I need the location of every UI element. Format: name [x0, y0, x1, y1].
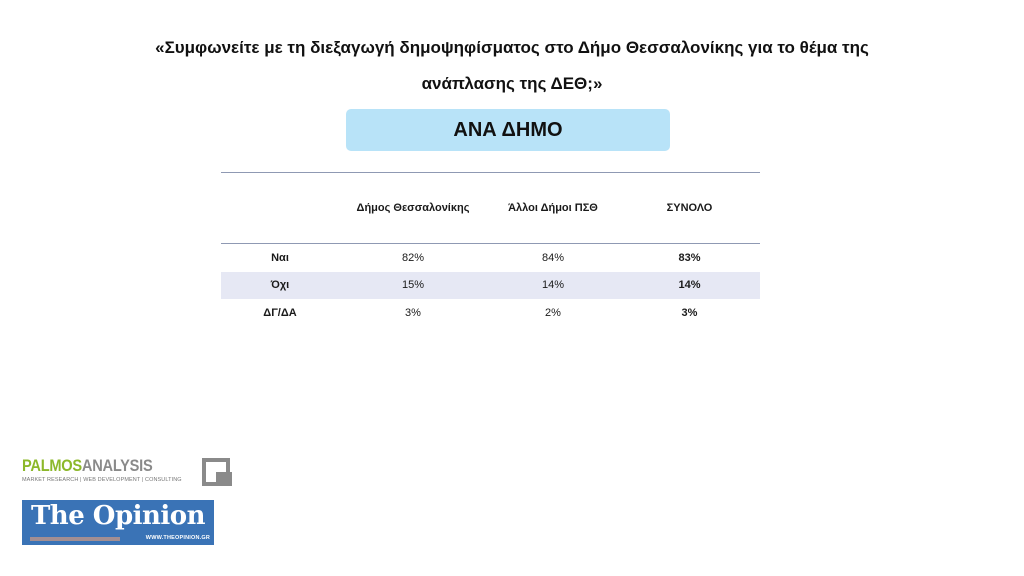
opinion-brand-name: The Opinion [30, 501, 206, 531]
results-table [221, 172, 760, 327]
section-label: ΑΝΑ ΔΗΜΟ [453, 118, 563, 141]
cell-other-municipalities: 14% [541, 279, 565, 292]
column-header-blank [221, 173, 339, 243]
table-row-yes [221, 244, 760, 272]
cell-thessaloniki: 15% [401, 279, 425, 292]
palmos-analysis-logo [22, 456, 214, 490]
cell-other-municipalities: 84% [541, 251, 565, 264]
cell-total: 3% [681, 306, 698, 319]
cell-total: 83% [678, 251, 701, 264]
table-row-dk-na [221, 299, 760, 327]
palmos-square-icon [202, 458, 236, 488]
row-label: Ναι [271, 251, 289, 264]
table-row-no [221, 272, 760, 300]
column-header-total: ΣΥΝΟΛΟ [666, 202, 713, 214]
opinion-subtitle-stripe [30, 537, 120, 541]
opinion-url: WWW.THEOPINION.GR [145, 535, 210, 541]
cell-thessaloniki: 82% [401, 251, 425, 264]
table-header-row [221, 173, 760, 244]
cell-total: 14% [678, 279, 701, 292]
title-line-2: ανάπλασης της ΔΕΘ;» [421, 74, 603, 93]
the-opinion-logo [22, 500, 214, 545]
cell-thessaloniki: 3% [405, 306, 421, 319]
cell-other-municipalities: 2% [545, 306, 561, 319]
palmos-brand-text [22, 456, 152, 476]
row-label: Όχι [270, 279, 290, 292]
palmos-tagline: MARKET RESEARCH | WEB DEVELOPMENT | CONSULTING [22, 477, 182, 483]
column-header-other-municipalities: Άλλοι Δήμοι ΠΣΘ [508, 202, 598, 214]
palmos-brand-part-1: PALMOS [22, 456, 82, 475]
poll-question-title [110, 30, 914, 102]
title-line-1: «Συμφωνείτε με τη διεξαγωγή δημοψηφίσματος στο Δήμο Θεσσαλονίκης για το θέμα της [155, 38, 869, 57]
section-label-badge [346, 109, 670, 151]
palmos-brand-part-2: ANALYSIS [81, 456, 153, 475]
row-label: ΔΓ/ΔΑ [263, 306, 297, 319]
column-header-thessaloniki: Δήμος Θεσσαλονίκης [356, 202, 470, 214]
